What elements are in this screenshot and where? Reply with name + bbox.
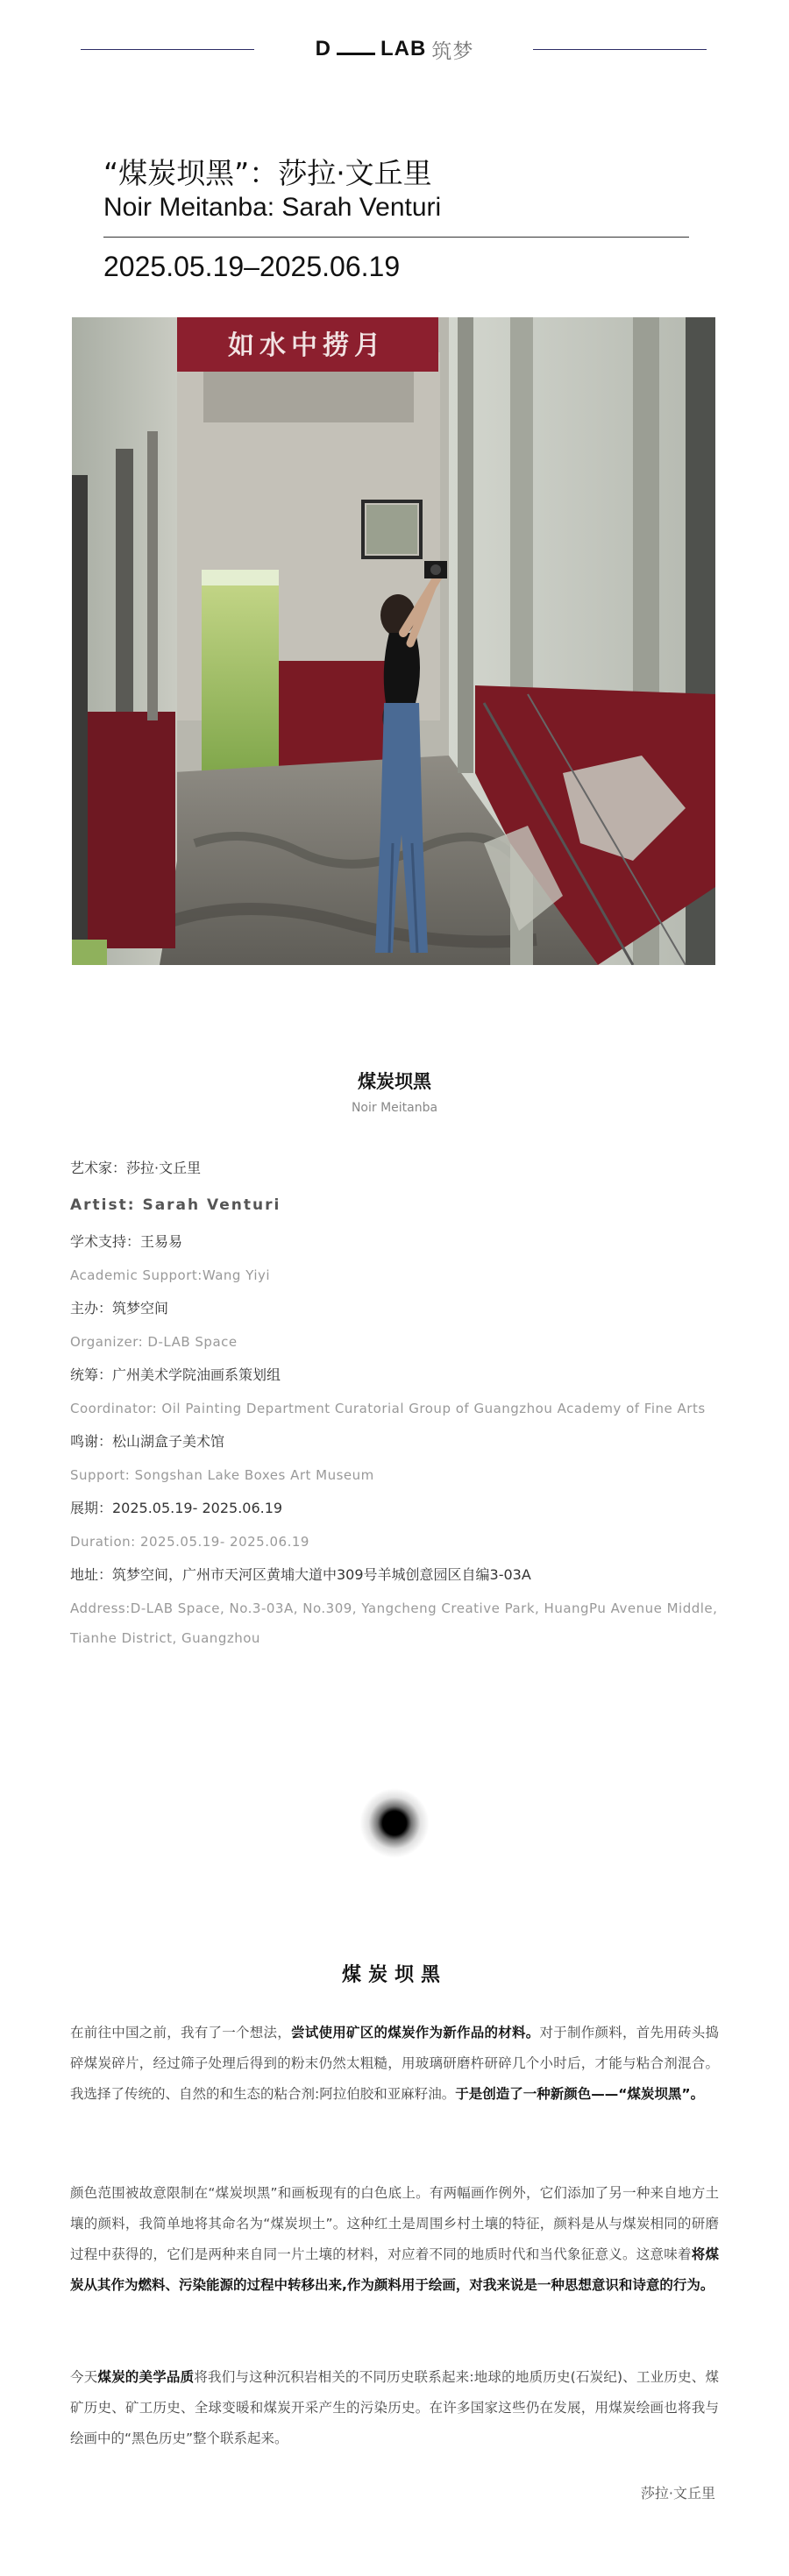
essay-p1-c: 对于制作颜料，首先用砖头捣碎煤炭碎片，经过筛子处理后得到的粉末仍然太粗糙，用玻璃研磨杵研碎几个小时后，才能与粘合剂混合。我选择了传统的、自然的和生态的粘合剂:阿拉伯胶和亚麻籽油。: [70, 2025, 719, 2102]
thanks-cn: 鸣谢：松山湖盒子美术馆: [70, 1433, 225, 1450]
header-rule-right: [533, 49, 707, 50]
support-en: Academic Support:Wang Yiyi: [70, 1267, 271, 1283]
coordinator-en: Coordinator: Oil Painting Department Curatorial Group of Guangzhou Academy of Fine Arts: [70, 1401, 706, 1416]
organizer-en: Organizer: D-LAB Space: [70, 1334, 238, 1350]
title-cn: “煤炭坝黑”：莎拉·文丘里: [103, 156, 432, 190]
essay-p1-a: 在前往中国之前，我有了一个想法，: [70, 2025, 291, 2040]
banner-text: 如水中捞月: [228, 330, 386, 361]
essay-paragraph-2: [70, 2178, 719, 2301]
work-title-en: Noir Meitanba: [351, 1101, 438, 1115]
artist-cn: 艺术家：莎拉·文丘里: [70, 1160, 202, 1176]
brand-cn: 筑梦: [431, 39, 474, 62]
artist-en: Artist: Sarah Venturi: [70, 1196, 281, 1214]
essay-p1-b: 尝试使用矿区的煤炭作为新作品的材料。: [291, 2025, 540, 2040]
essay-p1-d: 于是创造了一种新颜色——“煤炭坝黑”。: [455, 2086, 705, 2102]
thanks-en: Support: Songshan Lake Boxes Art Museum: [70, 1467, 374, 1483]
essay-p3-b: 煤炭的美学品质: [97, 2369, 195, 2385]
essay-p3-c: 将我们与这种沉积岩相关的不同历史联系起来:地球的地质历史(石炭纪)、工业历史、煤矿历史、矿工历史、全球变暖和煤炭开采产生的污染历史。在许多国家这些仍在发展，用煤炭绘画也将我与绘画中的“黑色历史”整个联系起来。: [70, 2369, 719, 2446]
essay-p3: [70, 2362, 719, 2454]
duration-cn: 展期：2025.05.19- 2025.06.19: [70, 1500, 283, 1516]
organizer-cn: 主办：筑梦空间: [70, 1300, 169, 1316]
essay-paragraph-3: [70, 2362, 719, 2454]
essay-p3-a: 今天: [70, 2369, 98, 2385]
essay-p2-b: 将煤炭从其作为燃料、污染能源的过程中转移出来,作为颜料用于绘画，对我来说是一种思想意识和诗意的行为。: [70, 2246, 719, 2293]
essay-p1: [70, 2018, 719, 2110]
essay-signature: 莎拉·文丘里: [640, 2485, 715, 2501]
doorway-light: [202, 570, 279, 777]
exhibition-info: [70, 1150, 719, 1653]
work-title-cn: 煤炭坝黑: [358, 1071, 431, 1092]
essay-p2-a: 颜色范围被故意限制在“煤炭坝黑”和画板现有的白色底上。有两幅画作例外，它们添加了另一种来自地方土壤的颜料，我简单地将其命名为“煤炭坝土”。这种红土是周围乡村土壤的特征，颜料是从与煤炭相同的研磨过程中获得的，它们是两种来自同一片土壤的材料，对应着不同的地质时代和当代象征意义。这意味着: [70, 2185, 719, 2262]
hero-photo: [72, 317, 715, 965]
essay-title: 煤炭坝黑: [341, 1964, 447, 1986]
coal-dot: [359, 1788, 430, 1858]
address-en: Address:D-LAB Space, No.3-03A, No.309, Yangcheng Creative Park, HuangPu Avenue Middle, Tianhe District, Guangzhou: [70, 1600, 718, 1646]
essay-p2: [70, 2178, 719, 2301]
essay-paragraph-1: [70, 2018, 719, 2110]
brand-logo: [302, 32, 487, 67]
exhibition-date: 2025.05.19–2025.06.19: [103, 251, 401, 282]
exhibition-title: [103, 156, 691, 224]
brand-lab: LAB: [380, 37, 427, 60]
brand-d: D: [315, 37, 331, 60]
site-header: [0, 32, 789, 67]
title-divider: [103, 237, 689, 238]
support-cn: 学术支持：王易易: [70, 1233, 183, 1250]
address-cn: 地址：筑梦空间，广州市天河区黄埔大道中309号羊城创意园区自编3-03A: [70, 1566, 531, 1583]
duration-en: Duration: 2025.05.19- 2025.06.19: [70, 1534, 309, 1550]
brand-dash: [337, 53, 375, 55]
header-rule-left: [81, 49, 254, 50]
coal-dot-ornament: [359, 1788, 430, 1858]
coordinator-cn: 统筹：广州美术学院油画系策划组: [70, 1366, 281, 1383]
title-en: Noir Meitanba: Sarah Venturi: [103, 193, 442, 222]
